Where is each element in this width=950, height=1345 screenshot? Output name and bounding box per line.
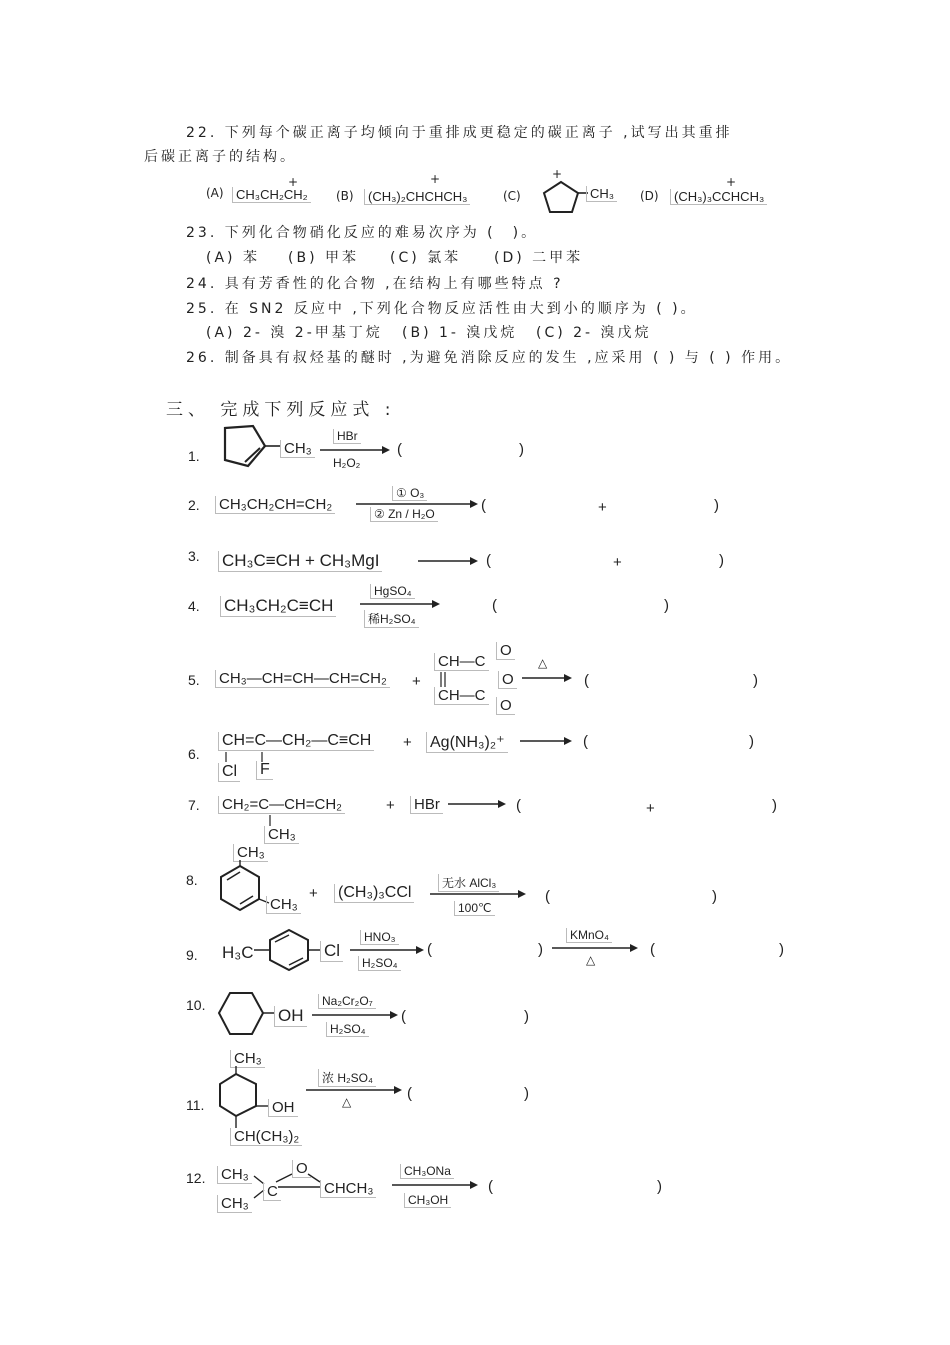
- r12-right-group: CHCH₃: [320, 1180, 376, 1198]
- r10-cyclohexane-ring: [216, 990, 278, 1040]
- r9-oxidant-above: KMnO₄: [566, 928, 612, 943]
- r1-product-close: ): [519, 441, 524, 458]
- reaction-11-number: 11.: [186, 1097, 205, 1113]
- r11-cyclohexane-ring: [216, 1066, 276, 1130]
- r4-reagent-above: HgSO₄: [370, 584, 415, 599]
- r9-reagent-above: HNO₃: [360, 930, 399, 945]
- r2-plus: +: [598, 499, 607, 516]
- r5-plus: +: [412, 673, 421, 690]
- q25-option-b: (B) 1- 溴戊烷: [402, 325, 518, 341]
- r8-top-methyl: CH₃: [233, 844, 268, 862]
- question-22-line1: 22. 下列每个碳正离子均倾向于重排成更稳定的碳正离子 ,试写出其重排: [186, 125, 733, 141]
- reaction-4-number: 4.: [188, 598, 200, 614]
- r2-product-open: (: [481, 497, 486, 514]
- r11-product-close: ): [524, 1085, 529, 1102]
- r10-hydroxyl: OH: [274, 1006, 307, 1027]
- r5-anhydride-top: CH—C: [434, 653, 489, 671]
- r6-plus: +: [403, 734, 412, 751]
- r8-product-open: (: [545, 888, 550, 905]
- question-25: 25. 在 SN2 反应中 ,下列化合物反应活性由大到小的顺序为 ( )。: [186, 301, 698, 317]
- r9-heat: △: [586, 953, 596, 967]
- r10-product-close: ): [524, 1008, 529, 1025]
- r5-arrow: [522, 674, 572, 682]
- r7-plus: +: [386, 797, 395, 814]
- r10-product-open: (: [401, 1008, 406, 1025]
- r7-arrow: [448, 800, 506, 808]
- r9-intermediate-open: (: [427, 941, 432, 958]
- r4-product-close: ): [664, 597, 669, 614]
- q23-option-c: (C) 氯苯: [390, 250, 462, 266]
- q22-option-a-label: (A): [206, 186, 224, 200]
- r2-reactant: CH₃CH₂CH=CH₂: [215, 496, 335, 514]
- r6-chlorine: Cl: [218, 763, 240, 782]
- r8-catalyst-above: 无水 AlCl₃: [438, 874, 499, 892]
- r6-fluorine: F: [256, 761, 273, 780]
- r2-reagent-below: ② Zn / H₂O: [370, 507, 438, 522]
- q22-c-plus: +: [552, 167, 563, 181]
- q22-option-d-label: (D): [640, 189, 659, 203]
- question-26: 26. 制备具有叔烃基的醚时 ,为避免消除反应的发生 ,应采用 ( ) 与 ( ) 作用。: [186, 350, 793, 366]
- reaction-10-number: 10.: [186, 997, 206, 1013]
- r12-methyl-2: CH₃: [217, 1195, 252, 1213]
- r7-reactant: CH₂=C—CH=CH₂: [218, 796, 345, 814]
- r3-plus: +: [613, 554, 622, 571]
- r1-reagent-above: HBr: [333, 429, 361, 444]
- r1-cyclopentene-structure: [215, 418, 285, 474]
- r5-product-open: (: [584, 672, 589, 689]
- r1-reagent-below: H₂O₂: [333, 456, 361, 470]
- r8-product-close: ): [712, 888, 717, 905]
- r3-product-open: (: [486, 552, 491, 569]
- r7-hbr: HBr: [410, 796, 443, 814]
- q22-option-d-formula: (CH₃)₃CCHCH₃: [670, 189, 767, 205]
- q22-option-c-methyl: CH₃: [586, 186, 617, 202]
- r10-arrow: [312, 1011, 398, 1019]
- q22-option-a-formula: CH₃CH₂CH₂: [232, 187, 311, 203]
- r1-product-open: (: [397, 441, 402, 458]
- r6-product-open: (: [583, 733, 588, 750]
- question-24: 24. 具有芳香性的化合物 ,在结构上有哪些特点 ?: [186, 276, 564, 292]
- r5-oxygen-ring: O: [498, 671, 517, 689]
- q22-b-plus: +: [430, 172, 441, 186]
- r5-heat: △: [538, 656, 548, 670]
- r7-product-plus: +: [646, 800, 655, 817]
- question-23: 23. 下列化合物硝化反应的难易次序为 ( )。: [186, 225, 539, 241]
- r6-product-close: ): [749, 733, 754, 750]
- r11-top-methyl: CH₃: [230, 1050, 265, 1068]
- section-3-title: 三、 完成下列反应式 :: [166, 400, 396, 420]
- r9-methyl: H₃C: [222, 943, 254, 962]
- r8-side-methyl: CH₃: [266, 896, 301, 914]
- question-22-line2: 后碳正离子的结构。: [144, 149, 297, 165]
- r5-product-close: ): [753, 672, 758, 689]
- r12-methyl-1: CH₃: [217, 1166, 252, 1184]
- q22-option-b-formula: (CH₃)₂CHCHCH₃: [364, 189, 470, 205]
- r5-oxygen-bottom: O: [496, 697, 515, 715]
- r9-reagent-below: H₂SO₄: [358, 956, 401, 971]
- r2-product-close: ): [714, 497, 719, 514]
- r12-arrow: [392, 1181, 478, 1189]
- r5-oxygen-top: O: [496, 642, 515, 660]
- reaction-1-number: 1.: [188, 448, 200, 464]
- r2-reagent-above: ① O₃: [392, 486, 427, 501]
- q22-option-b-label: (B): [336, 189, 354, 203]
- q22-option-c-label: (C): [503, 189, 521, 203]
- reaction-12-number: 12.: [186, 1170, 206, 1186]
- reaction-2-number: 2.: [188, 497, 200, 513]
- r11-acid-above: 浓 H₂SO₄: [318, 1069, 376, 1087]
- r9-chlorine: Cl: [320, 941, 343, 962]
- r8-condition-below: 100℃: [454, 901, 495, 916]
- r12-carbon: C: [263, 1183, 281, 1201]
- r1-methyl: CH₃: [280, 440, 315, 458]
- reaction-9-number: 9.: [186, 947, 198, 963]
- q23-option-a: (A) 苯: [206, 250, 260, 266]
- r9-arrow-1: [350, 946, 424, 954]
- q23-option-b: (B) 甲苯: [288, 250, 359, 266]
- r11-arrow: [306, 1086, 402, 1094]
- r8-plus: +: [309, 885, 318, 902]
- r3-arrow: [418, 557, 478, 565]
- q25-option-a: (A) 2- 溴 2-甲基丁烷: [206, 325, 383, 341]
- r1-arrow: [320, 446, 390, 454]
- r7-product-close: ): [772, 797, 777, 814]
- r6-reactant: CH=C—CH₂—C≡CH: [218, 732, 374, 751]
- reaction-7-number: 7.: [188, 797, 200, 813]
- r12-product-close: ): [657, 1178, 662, 1195]
- q25-option-c: (C) 2- 溴戊烷: [536, 325, 652, 341]
- r5-anhydride-bottom: CH—C: [434, 687, 489, 705]
- q22-d-plus: +: [726, 175, 737, 189]
- r5-diene: CH₃—CH=CH—CH=CH₂: [215, 670, 390, 688]
- r9-arrow-2: [552, 944, 638, 952]
- r12-product-open: (: [488, 1178, 493, 1195]
- r12-epoxide-oxygen: O: [292, 1160, 311, 1178]
- q23-option-d: (D) 二甲苯: [494, 250, 584, 266]
- r11-product-open: (: [407, 1085, 412, 1102]
- r12-base-above: CH₃ONa: [400, 1164, 454, 1179]
- r9-product-close: ): [779, 941, 784, 958]
- r8-reagent: (CH₃)₃CCl: [334, 884, 414, 903]
- r10-oxidant-above: Na₂Cr₂O₇: [318, 994, 376, 1009]
- r3-reactants: CH₃C≡CH + CH₃MgI: [218, 551, 382, 572]
- r12-solvent-below: CH₃OH: [404, 1193, 451, 1208]
- reaction-5-number: 5.: [188, 672, 200, 688]
- r6-tollens-reagent: Ag(NH₃)₂⁺: [426, 732, 508, 753]
- reaction-8-number: 8.: [186, 872, 198, 888]
- r9-intermediate-close: ): [538, 941, 543, 958]
- r4-product-open: (: [492, 597, 497, 614]
- r4-reagent-below: 稀H₂SO₄: [364, 610, 419, 628]
- r11-isopropyl: CH(CH₃)₂: [230, 1128, 302, 1146]
- r5-double-bond: [438, 672, 450, 688]
- r11-heat: △: [342, 1095, 352, 1109]
- r7-product-open: (: [516, 797, 521, 814]
- reaction-3-number: 3.: [188, 548, 200, 564]
- r4-arrow: [360, 600, 440, 608]
- r10-acid-below: H₂SO₄: [326, 1022, 369, 1037]
- r12-epoxide-bonds: [250, 1166, 330, 1206]
- r7-branch-methyl: CH₃: [264, 826, 299, 844]
- r3-product-close: ): [719, 552, 724, 569]
- r9-product-open: (: [650, 941, 655, 958]
- r8-arrow: [430, 890, 526, 898]
- r6-arrow: [520, 737, 572, 745]
- reaction-6-number: 6.: [188, 746, 200, 762]
- r11-hydroxyl: OH: [268, 1099, 298, 1117]
- q22-a-plus: +: [288, 175, 299, 189]
- r4-reactant: CH₃CH₂C≡CH: [220, 596, 336, 617]
- r9-benzene-ring: [254, 926, 324, 974]
